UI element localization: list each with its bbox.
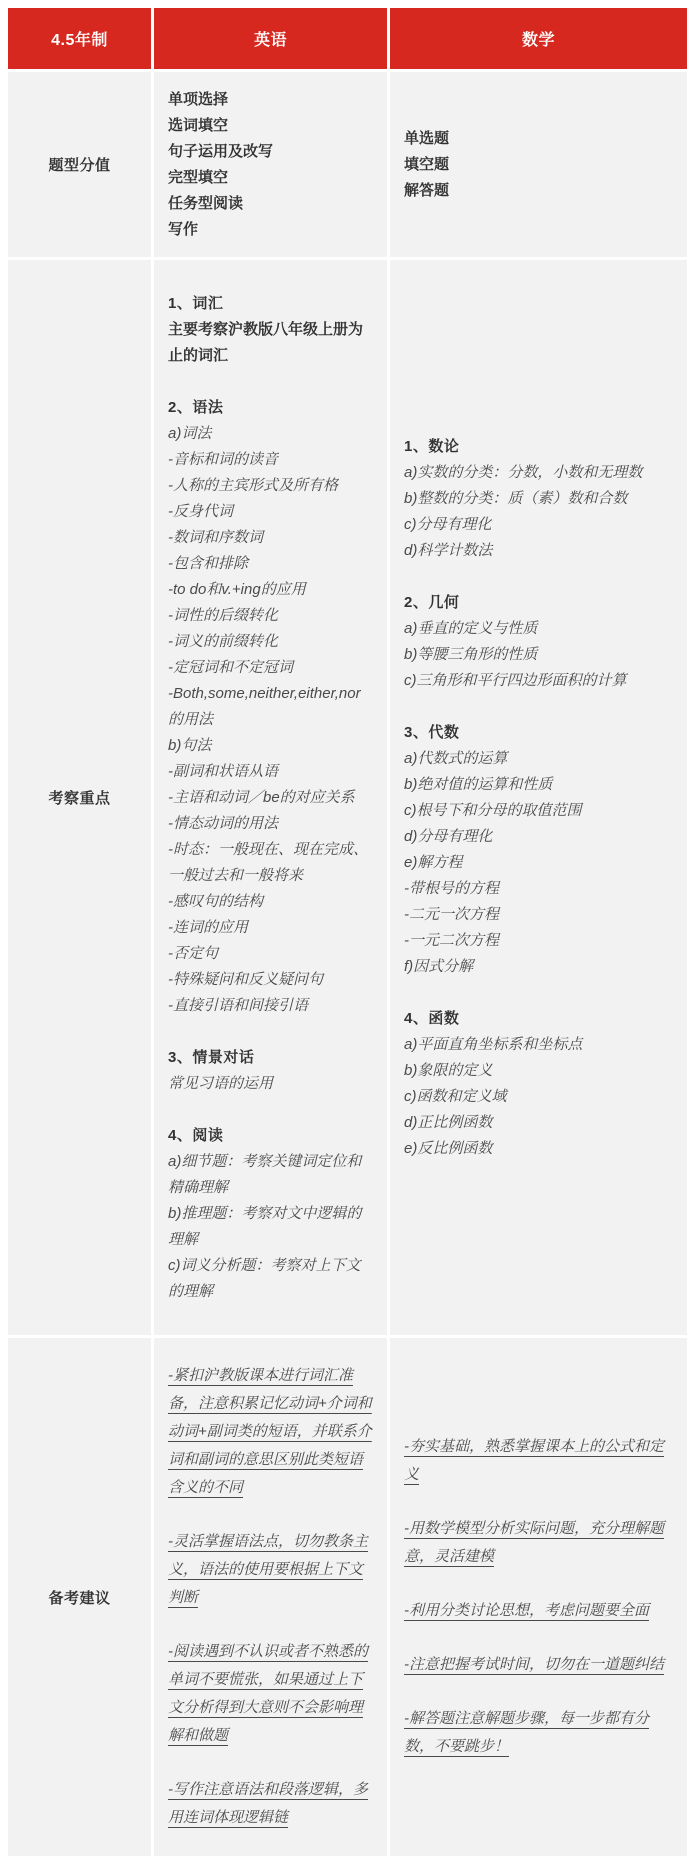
- topic-line: -带根号的方程: [404, 879, 499, 897]
- topic-line: e)反比例函数: [404, 1139, 493, 1157]
- topic-line: -情态动词的用法: [168, 814, 278, 832]
- exam-comparison-table: [8, 8, 687, 1856]
- topic-line: -时态：一般现在、现在完成、一般过去和一般将来: [168, 840, 368, 884]
- section-heading: 2、几何: [404, 593, 460, 611]
- topic-line: -否定句: [168, 944, 218, 962]
- topic-line: 常见习语的运用: [168, 1074, 274, 1092]
- topic-line: -to do和v.+ing的应用: [168, 580, 306, 598]
- topic-line: a)实数的分类：分数，小数和无理数: [404, 463, 643, 481]
- key-points-english-cell: [154, 260, 387, 1335]
- topic-line: c)三角形和平行四边形面积的计算: [404, 671, 627, 689]
- header-english-label: 英语: [253, 32, 287, 49]
- advice-english-cell: [154, 1338, 387, 1856]
- topic-line: b)象限的定义: [404, 1061, 493, 1079]
- advice-line: -注意把握考试时间，切勿在一道题纠结: [404, 1656, 664, 1673]
- topic-line: -词义的前缀转化: [168, 632, 278, 650]
- topic-section: [404, 720, 673, 980]
- question-type-line: 句子运用及改写: [168, 142, 274, 160]
- topic-line: a)代数式的运算: [404, 749, 508, 767]
- section-heading: 4、函数: [404, 1009, 460, 1027]
- topic-line: -包含和排除: [168, 554, 248, 572]
- advice-line: -解答题注意解题步骤，每一步都有分数，不要跳步！: [404, 1710, 649, 1755]
- topic-line: a)词法: [168, 424, 212, 442]
- question-types-math-cell: [390, 72, 687, 257]
- topic-line: -二元一次方程: [404, 905, 499, 923]
- topic-line: -人称的主宾形式及所有格: [168, 476, 338, 494]
- topic-section: [168, 291, 373, 369]
- topic-line: d)科学计数法: [404, 541, 493, 559]
- topic-line: a)平面直角坐标系和坐标点: [404, 1035, 583, 1053]
- question-type-line: 写作: [168, 220, 199, 238]
- topic-line: c)词义分析题：考察对上下文的理解: [168, 1256, 361, 1300]
- topic-line: -音标和词的读音: [168, 450, 278, 468]
- topic-line: -一元二次方程: [404, 931, 499, 949]
- row-label-advice: 备考建议: [8, 1338, 151, 1856]
- topic-line: c)函数和定义域: [404, 1087, 507, 1105]
- header-program-label: 4.5年制: [51, 32, 108, 49]
- question-type-line: 单项选择: [168, 90, 229, 108]
- advice-line: -灵活掌握语法点，切勿教条主义，语法的使用要根据上下文判断: [168, 1533, 368, 1606]
- topic-line: b)等腰三角形的性质: [404, 645, 538, 663]
- topic-line: 主要考察沪教版八年级上册为止的词汇: [168, 320, 364, 364]
- section-heading: 3、情景对话: [168, 1048, 255, 1066]
- question-type-line: 任务型阅读: [168, 194, 244, 212]
- topic-line: b)推理题：考察对文中逻辑的理解: [168, 1204, 362, 1248]
- section-heading: 4、阅读: [168, 1126, 224, 1144]
- topic-line: c)根号下和分母的取值范围: [404, 801, 582, 819]
- row-label-key-points: 考察重点: [8, 260, 151, 1335]
- key-points-math-cell: [390, 260, 687, 1335]
- topic-line: -Both,some,neither,either,nor的用法: [168, 684, 361, 728]
- topic-line: -词性的后缀转化: [168, 606, 278, 624]
- topic-section: [404, 1006, 673, 1162]
- topic-line: f)因式分解: [404, 957, 474, 975]
- advice-line: -紧扣沪教版课本进行词汇准备，注意积累记忆动词+介词和动词+副词类的短语，并联系介词和副词的意思区别此类短语含义的不同: [168, 1367, 372, 1496]
- header-math-cell: [390, 8, 687, 69]
- advice-line: -用数学模型分析实际问题，充分理解题意，灵活建模: [404, 1520, 664, 1565]
- topic-line: b)整数的分类：质（素）数和合数: [404, 489, 628, 507]
- topic-section: [168, 1123, 373, 1305]
- topic-line: b)绝对值的运算和性质: [404, 775, 553, 793]
- topic-line: e)解方程: [404, 853, 463, 871]
- section-heading: 2、语法: [168, 398, 224, 416]
- topic-line: b)句法: [168, 736, 212, 754]
- section-heading: 1、词汇: [168, 294, 224, 312]
- topic-line: a)细节题：考察关键词定位和精确理解: [168, 1152, 362, 1196]
- question-type-line: 单选题: [404, 129, 450, 147]
- row-label-question-types: 题型分值: [8, 72, 151, 257]
- advice-line: -阅读遇到不认识或者不熟悉的单词不要慌张，如果通过上下文分析得到大意则不会影响理解和做题: [168, 1643, 368, 1744]
- topic-line: -特殊疑问和反义疑问句: [168, 970, 323, 988]
- advice-math-cell: [390, 1338, 687, 1856]
- advice-line: -利用分类讨论思想，考虑问题要全面: [404, 1602, 649, 1619]
- topic-line: -反身代词: [168, 502, 233, 520]
- topic-section: [168, 1045, 373, 1097]
- header-math-label: 数学: [521, 32, 555, 49]
- question-type-line: 填空题: [404, 155, 450, 173]
- advice-line: -写作注意语法和段落逻辑，多用连词体现逻辑链: [168, 1781, 368, 1826]
- advice-line: -夯实基础，熟悉掌握课本上的公式和定义: [404, 1438, 664, 1483]
- topic-line: c)分母有理化: [404, 515, 492, 533]
- topic-line: -副词和状语从语: [168, 762, 278, 780]
- topic-line: a)垂直的定义与性质: [404, 619, 538, 637]
- section-heading: 3、代数: [404, 723, 460, 741]
- topic-section: [404, 434, 673, 564]
- header-english-cell: [154, 8, 387, 69]
- topic-section: [404, 590, 673, 694]
- topic-line: -连词的应用: [168, 918, 248, 936]
- topic-section: [168, 395, 373, 1019]
- topic-line: d)正比例函数: [404, 1113, 493, 1131]
- topic-line: -感叹句的结构: [168, 892, 263, 910]
- question-type-line: 解答题: [404, 181, 450, 199]
- question-type-line: 选词填空: [168, 116, 229, 134]
- question-types-english-cell: [154, 72, 387, 257]
- topic-line: -数词和序数词: [168, 528, 263, 546]
- topic-line: -主语和动词／be的对应关系: [168, 788, 355, 806]
- section-heading: 1、数论: [404, 437, 460, 455]
- topic-line: -直接引语和间接引语: [168, 996, 308, 1014]
- header-program-cell: [8, 8, 151, 69]
- question-type-line: 完型填空: [168, 168, 229, 186]
- topic-line: -定冠词和不定冠词: [168, 658, 293, 676]
- topic-line: d)分母有理化: [404, 827, 493, 845]
